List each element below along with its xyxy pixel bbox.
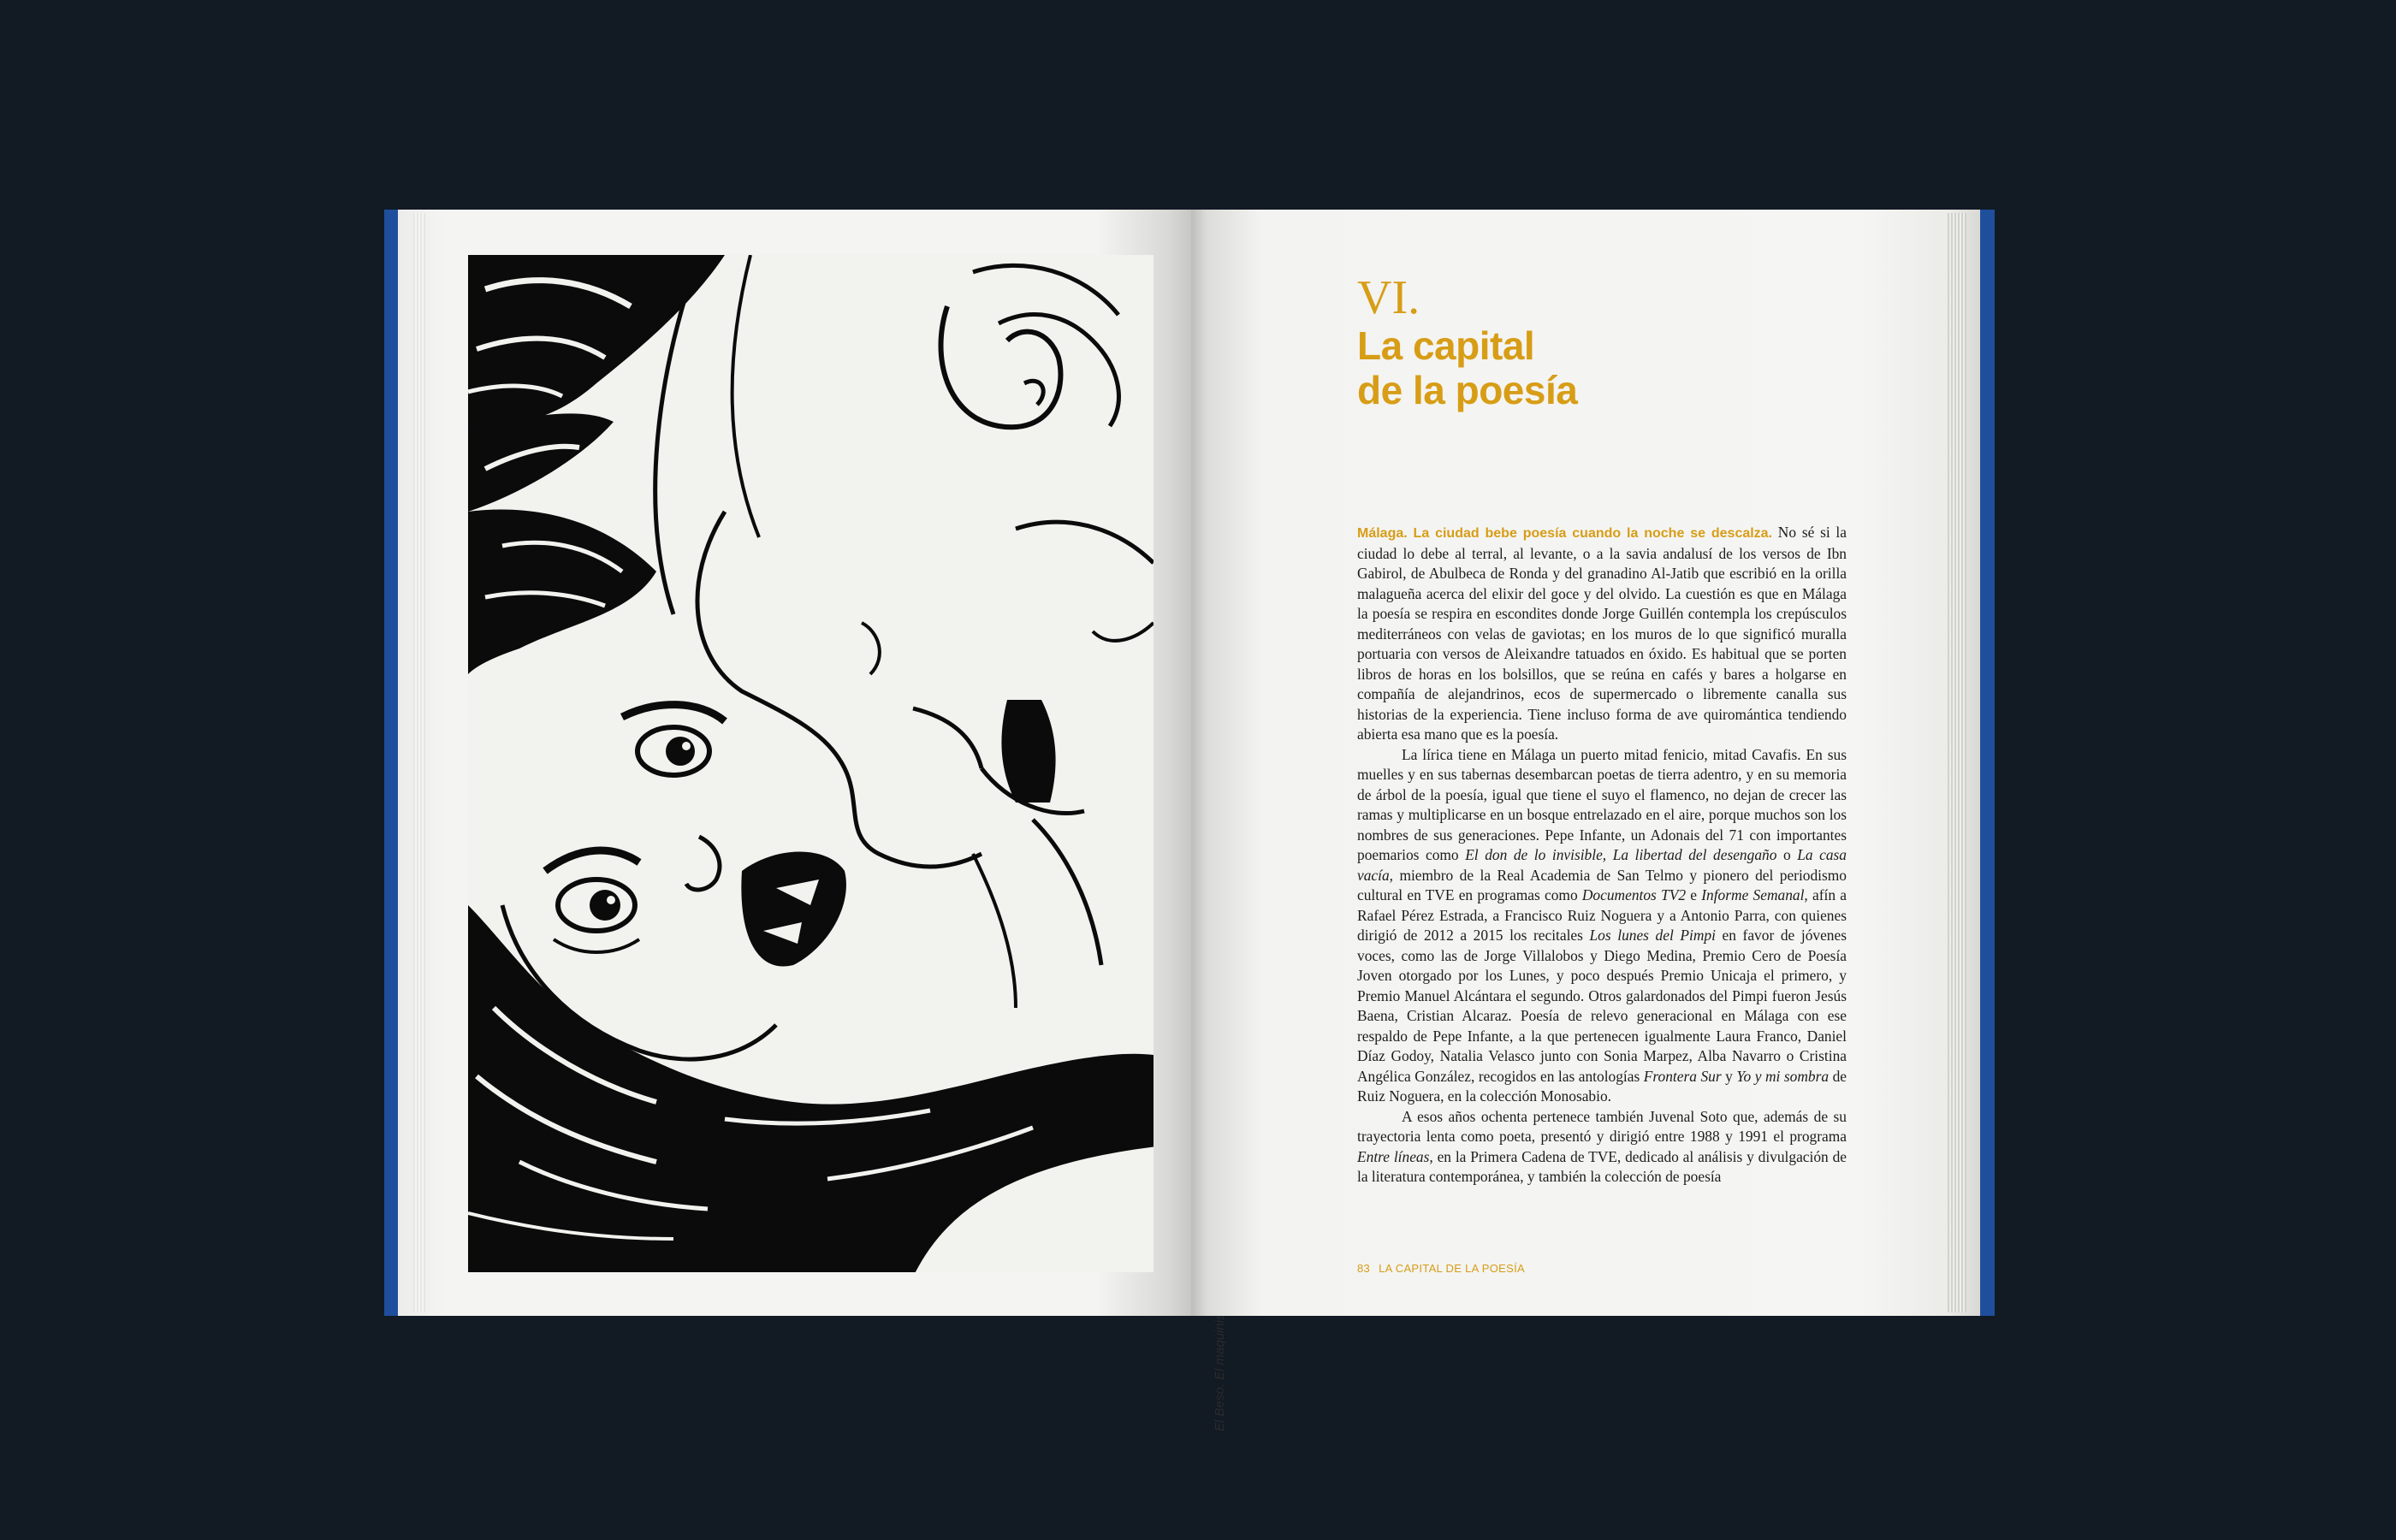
page-footer [1357,1262,1525,1275]
open-book [384,210,1995,1316]
page-edges-left [413,213,425,1312]
chapter-title [1357,323,1802,412]
page-edges-right [1948,213,1966,1312]
lead-in: Málaga. La ciudad bebe poesía cuando la noche se descalza. [1357,526,1773,541]
left-page [398,210,1191,1316]
paragraph-1: Málaga. La ciudad bebe poesía cuando la noche se descalza. No sé si la ciudad lo debe al terral, al levante, o a la savia andalusí de los versos de Ibn Gabirol, de Abulbeca de Ronda y del granadino Al-Jatib que escribió en la orilla malagueña acerca del elixir del goce y del olvido. La cuestión es que en Málaga la poesía se respira en escondites donde Jorge Guillén contempla los crepúsculos mediterráneos con velas de gaviotas; en los muros de lo que significó muralla portuaria con versos de Aleixandre tatuados en óxido. Es habitual que se porten libros de horas en los bolsillos, que se reúna en cafés y bares a holgarse en compañía de alejandrinos, ecos de supermercado o libremente canalla sus historias de la experiencia. Tiene incluso forma de ave quiromántica tendiendo abierta esa mano que es la poesía. [1357,524,1847,743]
cover-right-edge [1979,210,1995,1316]
paragraph-3: A esos años ochenta pertenece también Juvenal Soto que, además de su trayectoria lenta como poeta, presentó y dirigió entre 1988 y 1991 el programa Entre líneas, en la Primera Cadena de TVE, dedicado al análisis y divulgación de la literatura contemporánea, y también la colección de poesía [1357,1107,1847,1185]
page-number: 83 [1357,1262,1371,1275]
chapter-title-line2: de la poesía [1357,368,1578,412]
chapter-body-text [1357,523,1847,1188]
running-head: LA CAPITAL DE LA POESÍA [1379,1262,1525,1275]
pop-art-kiss-illustration [468,255,1154,1272]
chapter-number: VI. [1357,271,1420,324]
chapter-title-line1: La capital [1357,323,1535,368]
paragraph-2: La lírica tiene en Málaga un puerto mitad fenicio, mitad Cavafis. En sus muelles y en sus tabernas desembarcan poetas de tierra adentro, y en su memoria de árbol de la poesía, igual que tiene el suyo el flamenco, no dejan de crecer las ramas y multiplicarse en un bosque entrelazado en el aire, porque muchos son los nombres de sus generaciones. Pepe Infante, un Adonais del 71 con importantes poemarios como El don de lo invisible, La libertad del desengaño o La casa vacía, miembro de la Real Academia de San Telmo y pionero del periodismo cultural en TVE en programas como Documentos TV2 e Informe Semanal, afín a Rafael Pérez Estrada, a Francisco Ruiz Noguera y a Antonio Parra, con quienes dirigió de 2012 a 2015 los recitales Los lunes del Pimpi en favor de jóvenes voces, como las de Jorge Villalobos y Diego Medina, Premio Cero de Poesía Joven otorgado por los Lunes, y poco después Premio Unicaja el primero, y Premio Manuel Alcántara el segundo. Otros galardonados del Pimpi fueron Jesús Baena, Cristian Alcaraz. Poesía de relevo generacional en Málaga con ese respaldo de Pepe Infante, a la que pertenecen igualmente Laura Franco, Daniel Díaz Godoy, Natalia Velasco junto con Sonia Marpez, Alba Navarro o Cristina Angélica González, recogidos en las antologías Frontera Sur y Yo y mi sombra de Ruiz Noguera, en la colección Monosabio. [1357,745,1847,1105]
